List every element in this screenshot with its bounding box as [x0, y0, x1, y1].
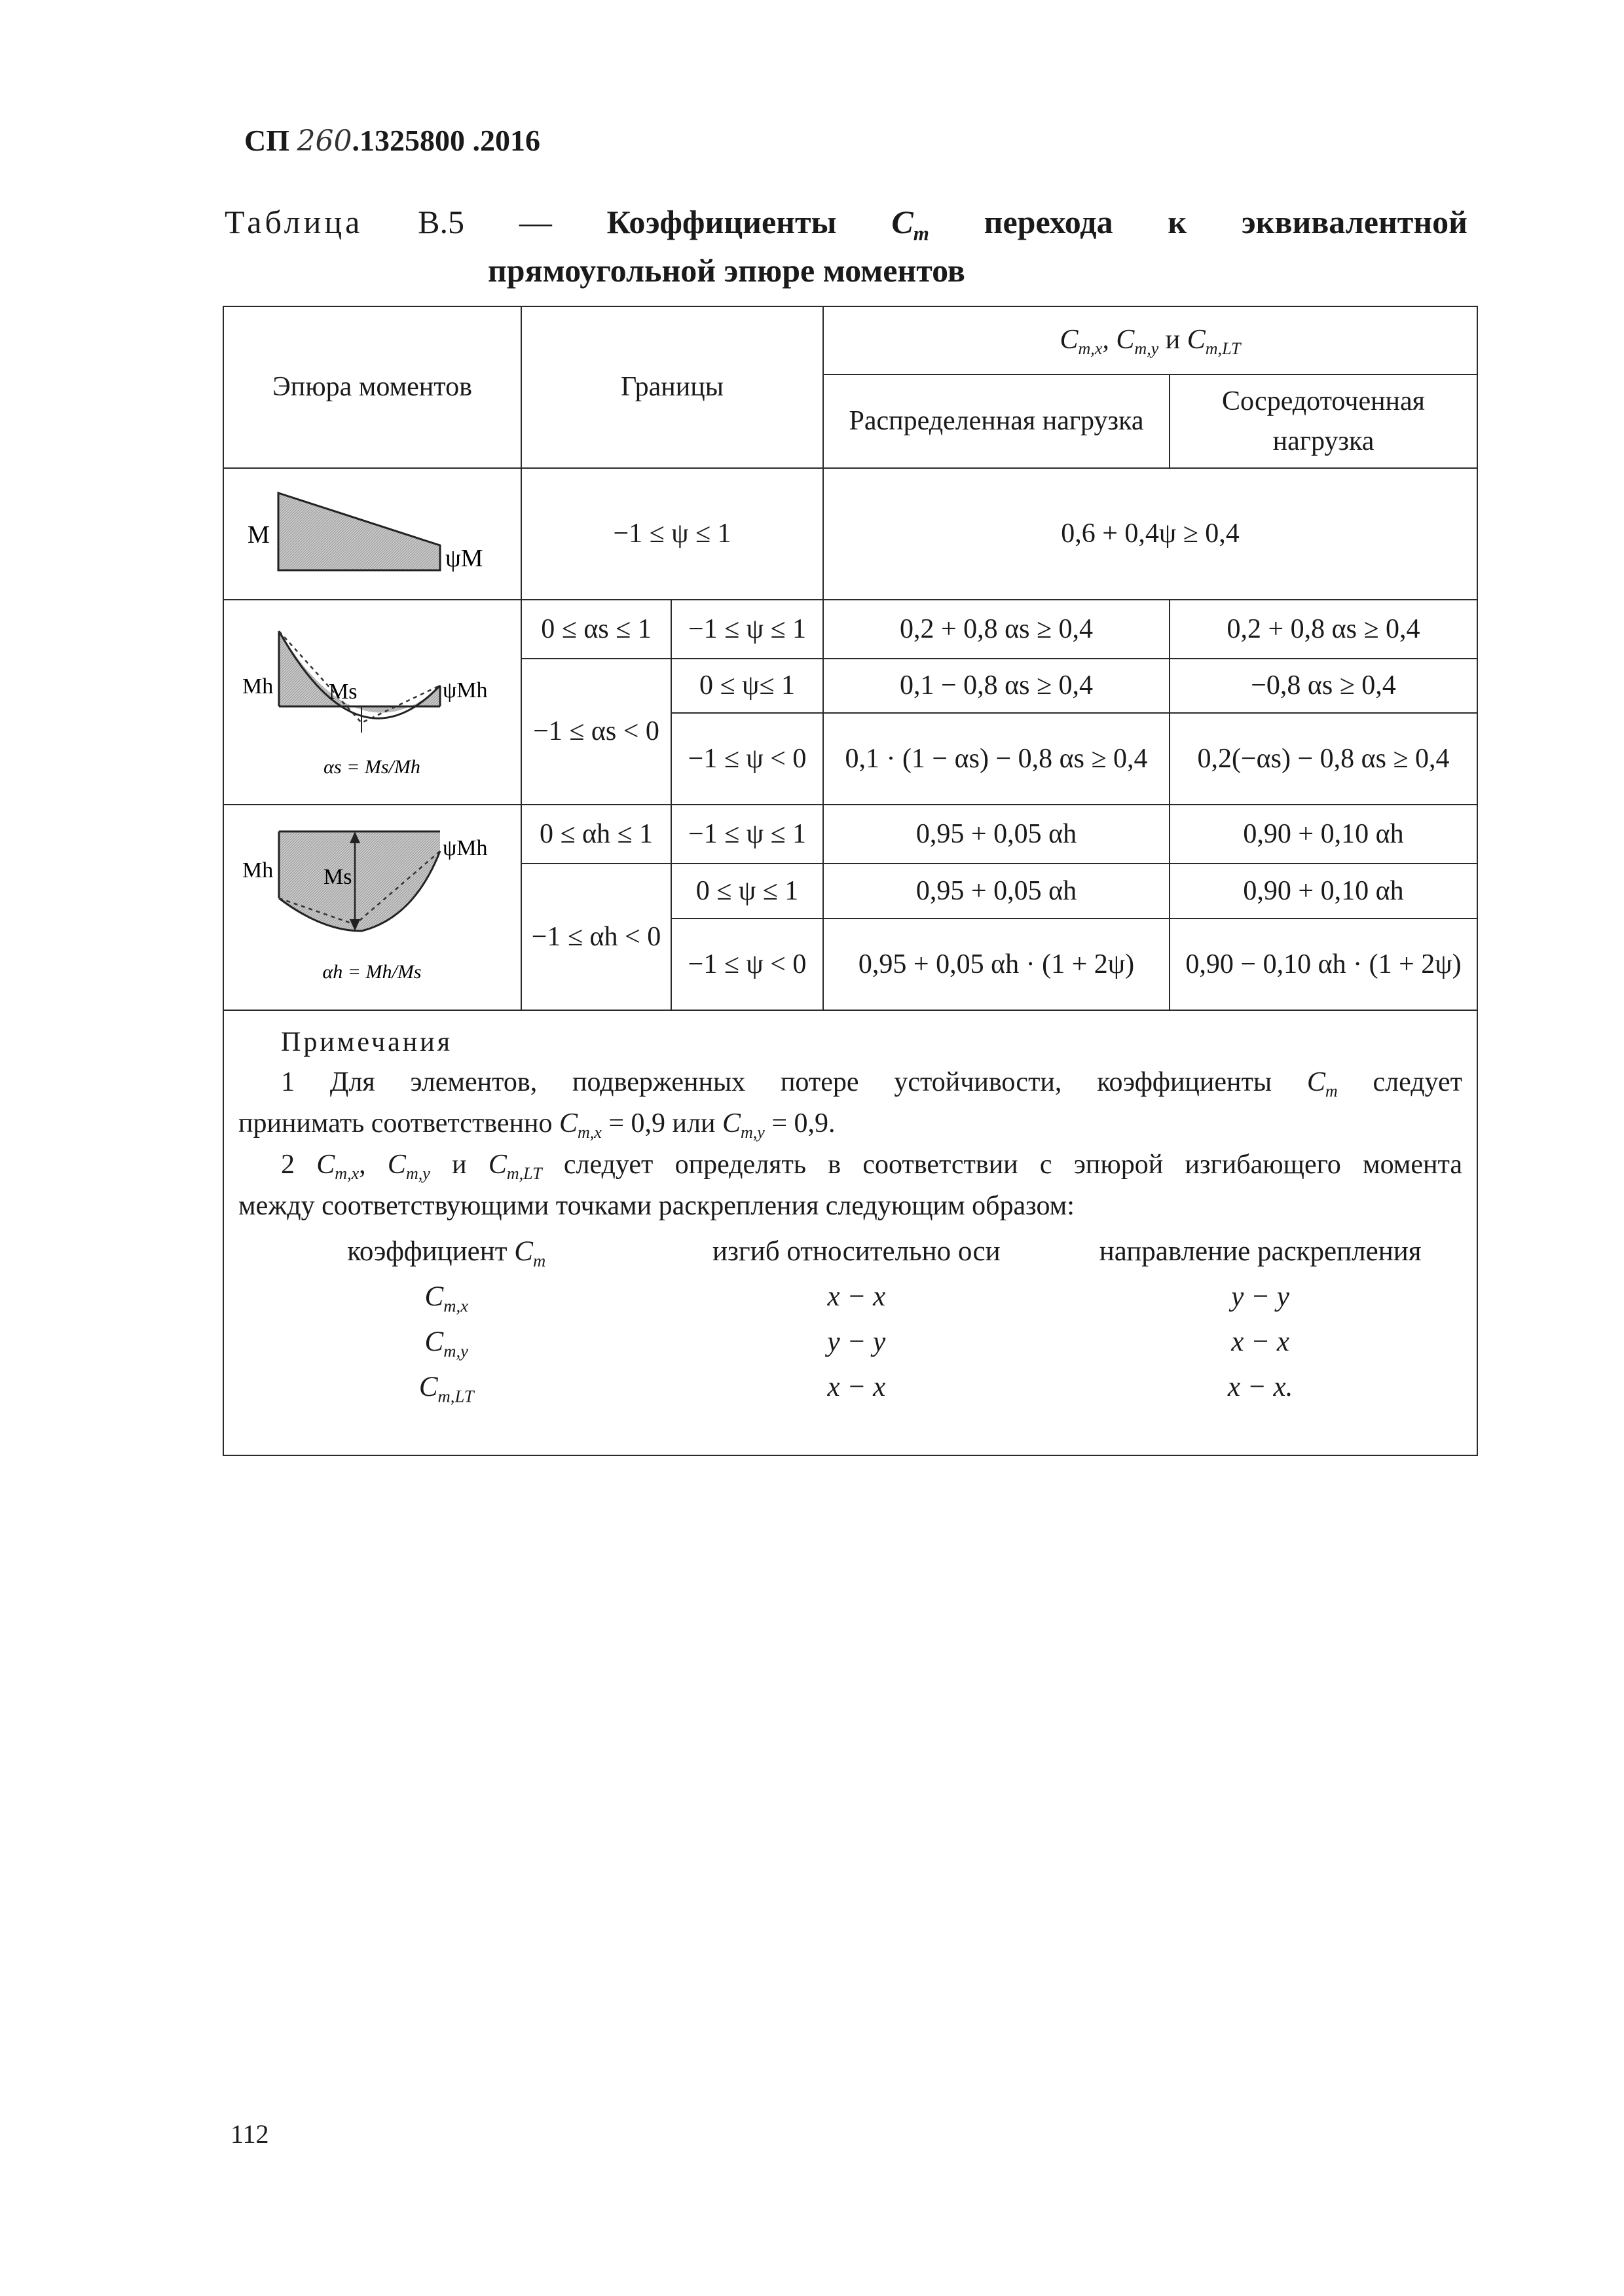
header-distributed-load: Распределенная нагрузка: [823, 374, 1170, 468]
legend-row2-restraint: x − x: [1231, 1326, 1289, 1358]
header-concentrated-load: Сосредоточенная нагрузка: [1170, 374, 1477, 468]
row1-value: 0,6 + 0,4ψ ≥ 0,4: [823, 468, 1477, 600]
page-number: 112: [231, 2119, 269, 2149]
legend-row3-restraint: x − x.: [1227, 1372, 1293, 1403]
header-bounds: Границы: [521, 306, 823, 468]
label-psi-mh: ψMh: [443, 836, 488, 860]
header-cm-coefficients: $C_{m,x}$, $C_{m,y}$ и $C_{m,LT}$: [823, 306, 1477, 374]
note-1-line-2: принимать соответственно $C_{m,x} = 0,9$ или $C_{m,y} = 0,9$.: [238, 1108, 836, 1142]
table-caption-line-1: [225, 203, 1467, 246]
diagram-distributed-hogging: [223, 600, 521, 805]
caption-word-2: перехода: [984, 204, 1113, 240]
table-notes: [223, 1010, 1477, 1455]
note-2-line-1: 2 $C_{m,x}$, $C_{m,y}$ и $C_{m,LT}$ следует определять в соответствии с эпюрой изгибающего момента: [281, 1149, 1463, 1183]
ratio-alpha-h: αh = Mh/Ms: [322, 961, 422, 983]
note-1-line-1: 1 Для элементов, подверженных потере устойчивости, коэффициенты $C_m$ следует: [281, 1066, 1463, 1101]
row3-dist-1: 0,95 + 0,05 αh: [823, 805, 1170, 864]
caption-symbol: $C_m$: [891, 204, 929, 245]
caption-number: В.5: [418, 204, 465, 240]
row2-dist-1: 0,2 + 0,8 αs ≥ 0,4: [823, 600, 1170, 659]
legend-row3-coef: $C_{m,LT}$: [418, 1372, 474, 1406]
row3-conc-1: 0,90 + 0,10 αh: [1170, 805, 1477, 864]
distributed-diagram-svg: [224, 602, 520, 803]
row3-psi-neg: −1 ≤ ψ < 0: [671, 919, 823, 1010]
distributed-moment-fill: [279, 631, 440, 713]
caption-word-3: к: [1168, 204, 1187, 240]
row2-psi-full: −1 ≤ ψ ≤ 1: [671, 600, 823, 659]
ratio-alpha-s: αs = Ms/Mh: [323, 756, 420, 778]
doc-handwritten-number: 260: [297, 124, 352, 158]
legend-row2-axis: y − y: [827, 1326, 886, 1358]
sagging-moment-fill: [279, 831, 440, 931]
row3-conc-2: 0,90 + 0,10 αh: [1170, 864, 1477, 919]
header-moment-diagram: Эпюра моментов: [223, 306, 521, 468]
legend-header-restraint: направление раскрепления: [1099, 1236, 1422, 1267]
linear-moment-shape: [278, 493, 440, 570]
label-mh: Mh: [242, 858, 274, 883]
row3-alpha-neg: −1 ≤ αh < 0: [521, 864, 671, 1010]
row2-conc-2: −0,8 αs ≥ 0,4: [1170, 659, 1477, 713]
legend-header-axis: изгиб относительно оси: [712, 1236, 1001, 1267]
row3-dist-2: 0,95 + 0,05 αh: [823, 864, 1170, 919]
document-code: [244, 123, 540, 158]
row2-psi-neg: −1 ≤ ψ < 0: [671, 713, 823, 805]
notes-title: Примечания: [281, 1027, 453, 1057]
row2-alpha-neg: −1 ≤ αs < 0: [521, 659, 671, 805]
label-ms: Ms: [323, 865, 352, 889]
table-caption-line-2: прямоугольной эпюре моментов: [488, 252, 965, 289]
sagging-diagram-svg: [224, 807, 520, 1008]
label-ms: Ms: [329, 679, 358, 704]
row1-range: −1 ≤ ψ ≤ 1: [521, 468, 823, 600]
note-2-line-2: между соответствующими точками раскрепления следующим образом:: [238, 1190, 1075, 1221]
diagram-sagging: [223, 805, 521, 1010]
diagram-label-m: M: [248, 520, 270, 549]
label-psi-mh: ψMh: [443, 678, 488, 702]
diagram-linear-moment: [223, 468, 521, 600]
legend-row1-coef: $C_{m,x}$: [424, 1281, 468, 1316]
doc-prefix: СП: [244, 124, 289, 157]
row2-dist-3: 0,1 · (1 − αs) − 0,8 αs ≥ 0,4: [823, 713, 1170, 805]
row2-alpha-pos: 0 ≤ αs ≤ 1: [521, 600, 671, 659]
label-mh: Mh: [242, 674, 274, 699]
caption-word-4: эквивалентной: [1242, 204, 1467, 240]
caption-word-1: Коэффициенты: [606, 204, 837, 240]
legend-row2-coef: $C_{m,y}$: [424, 1326, 468, 1361]
caption-dash: —: [519, 204, 552, 240]
legend-row3-axis: x − x: [827, 1372, 886, 1403]
linear-moment-diagram-svg: [224, 469, 520, 599]
row3-alpha-pos: 0 ≤ αh ≤ 1: [521, 805, 671, 864]
row3-psi-pos: 0 ≤ ψ ≤ 1: [671, 864, 823, 919]
legend-row1-axis: x − x: [827, 1281, 886, 1313]
row2-psi-pos: 0 ≤ ψ≤ 1: [671, 659, 823, 713]
row2-dist-2: 0,1 − 0,8 αs ≥ 0,4: [823, 659, 1170, 713]
row2-conc-3: 0,2(−αs) − 0,8 αs ≥ 0,4: [1170, 713, 1477, 805]
row3-dist-3: 0,95 + 0,05 αh · (1 + 2ψ): [823, 919, 1170, 1010]
row3-conc-3: 0,90 − 0,10 αh · (1 + 2ψ): [1170, 919, 1477, 1010]
diagram-label-psi-m: ψM: [445, 544, 483, 572]
caption-label: Таблица: [225, 204, 363, 240]
restraint-legend-table: [238, 1230, 1462, 1410]
legend-header-coefficient: коэффициент $C_m$: [347, 1236, 546, 1271]
row2-conc-1: 0,2 + 0,8 αs ≥ 0,4: [1170, 600, 1477, 659]
coefficients-table: [223, 306, 1478, 1456]
row3-psi-full: −1 ≤ ψ ≤ 1: [671, 805, 823, 864]
legend-row1-restraint: y − y: [1231, 1281, 1289, 1313]
doc-suffix: .1325800 .2016: [352, 124, 540, 157]
